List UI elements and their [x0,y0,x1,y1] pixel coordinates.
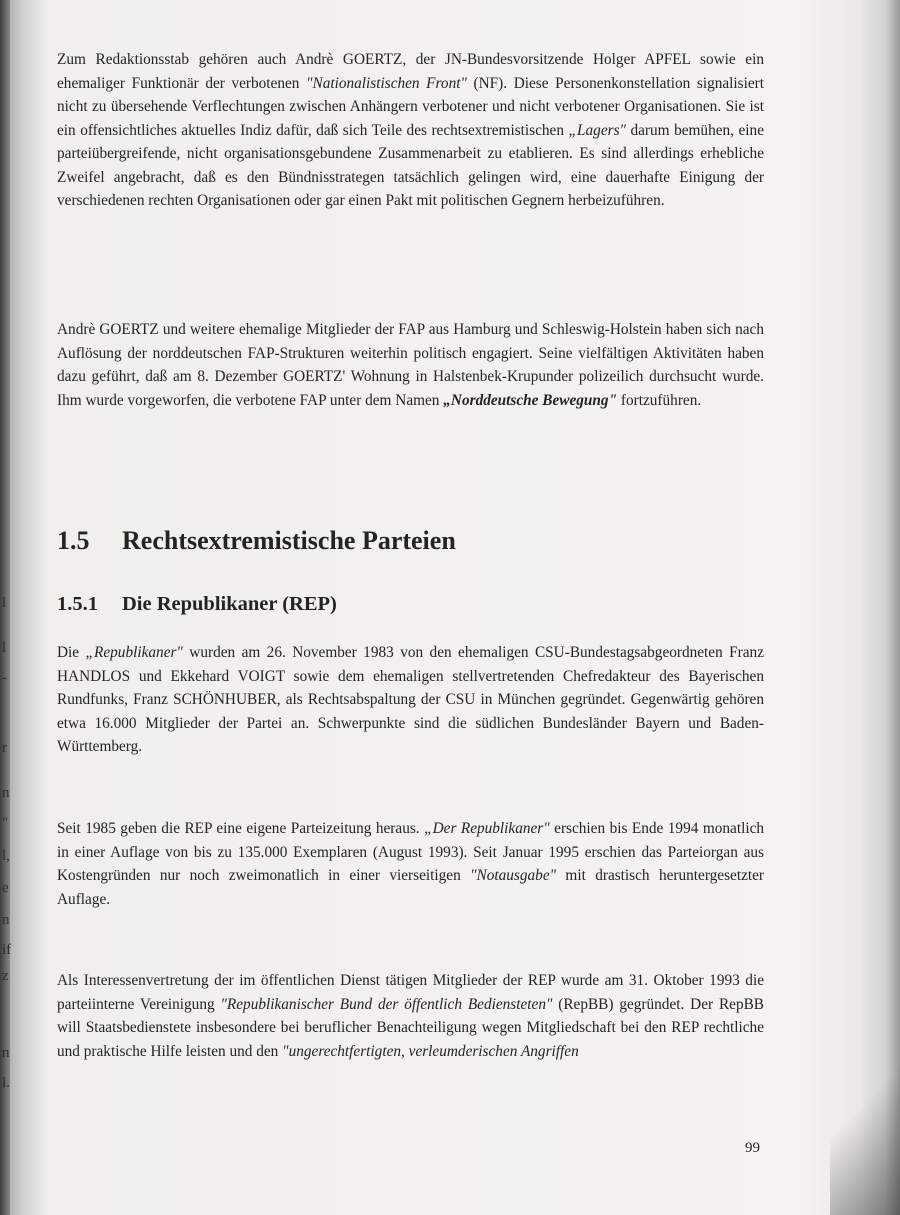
text-run: fortzuführen. [617,391,702,409]
page-curl-shadow [830,955,900,1215]
margin-glyph: e [2,880,9,896]
section-heading [57,526,456,556]
margin-glyph: z [2,968,9,984]
emphasized-text: „Lagers" [568,121,626,139]
section-title: Rechtsextremistische Parteien [122,526,456,555]
paragraph [57,817,764,911]
margin-glyph: " [2,815,9,831]
text-run: darum bemühen, eine parteiübergreifende, nicht organisationsgebundene Zusammenarbeit zu etablieren. Es sind allerdings erhebliche Zweifel angebracht, daß es den Bündnisstrategen tatsächlich gelingen wird, eine dauerhafte Einigung der verschiedenen rechten Organisationen oder gar einen Pakt mit politischen Gegnern herbeizuführen. [57,121,764,209]
emphasized-text: „Norddeutsche Bewegung" [443,391,618,409]
paragraph [57,318,764,412]
text-run: mit drastisch heruntergesetzter Auflage. [57,867,764,908]
paragraph [57,969,764,1063]
paragraph [57,48,764,213]
margin-glyph: l, [2,848,10,864]
page-number: 99 [745,1140,760,1156]
subsection-number: 1.5.1 [57,593,98,615]
section-number: 1.5 [57,526,90,555]
text-run: Die [57,644,86,661]
margin-glyph: - [2,670,7,686]
emphasized-text: "Notausgabe" [470,867,557,884]
text-run: erschien bis Ende 1994 monatlich in einer Auflage von bis zu 135.000 Exemplaren (August 1993). Seit Januar 1995 erschien das Parteiorgan aus Kostengründen nur noch zweimonatlich in einer vierseitigen [57,820,765,884]
margin-glyph: r [2,740,7,756]
text-run: Seit 1985 geben die REP eine eigene Parteizeitung heraus. [57,820,425,837]
margin-glyph: if [2,942,12,958]
margin-glyph: n [2,785,10,801]
emphasized-text: "Republikanischer Bund der öffentlich Bediensteten" [220,995,553,1013]
subsection-heading [57,593,337,616]
emphasized-text: "ungerechtfertigten, verleumderischen Angriffen [282,1042,579,1060]
text-run: (NF). Diese Personenkonstellation signalisiert nicht zu übersehende Verflechtungen zwischen Anhängern verbotener und nicht verbotener Organisationen. Sie ist ein offensichtliches aktuelles Indiz dafür, daß sich Teile des rechtsextremistischen [57,74,764,139]
emphasized-text: „Republikaner" [85,644,183,661]
emphasized-text: "Nationalistischen Front" [306,74,467,92]
paragraph [57,641,764,759]
margin-glyph: l [2,640,7,656]
text-run: Zum Redaktionsstab gehören auch Andrè GOERTZ, der JN-Bundesvorsitzende Holger APFEL sowie ein ehemaliger Funktionär der verbotenen [57,51,764,92]
margin-glyph: n [2,912,10,928]
margin-glyph: n [2,1045,10,1061]
margin-glyph: l [2,595,7,611]
text-run: Andrè GOERTZ und weitere ehemalige Mitglieder der FAP aus Hamburg und Schleswig-Holstein haben sich nach Auflösung der norddeutschen FAP-Strukturen weiterhin politisch engagiert. Seine vielfältigen Aktivitäten haben dazu geführt, daß am 8. Dezember GOERTZ' Wohnung in Halstenbek-Krupunder polizeilich durchsucht wurde. Ihm wurde vorgeworfen, die verbotene FAP unter dem Namen [57,321,764,409]
emphasized-text: „Der Republikaner" [424,820,550,837]
text-run: Als Interessenvertretung der im öffentlichen Dienst tätigen Mitglieder der REP wurde am 31. Oktober 1993 die parteiinterne Vereinigung [57,972,764,1013]
subsection-title: Die Republikaner (REP) [122,593,337,615]
text-run: wurden am 26. November 1983 von den ehemaligen CSU-Bundestagsabgeordneten Franz HANDLOS und Ekkehard VOIGT sowie dem ehemaligen stellvertretenden Chefredakteur des Bayerischen Rundfunks, Franz SCHÖNHUBER, als Rechtsabspaltung der CSU in München gegründet. Gegenwärtig gehören etwa 16.000 Mitglieder der Partei an. Schwerpunkte sind die südlichen Bundesländer Bayern und Baden-Württemberg. [57,644,764,755]
margin-glyph: l. [2,1075,10,1091]
text-run: (RepBB) gegründet. Der RepBB will Staatsbedienstete insbesondere bei beruflicher Benachteiligung wegen Mitgliedschaft bei den REP rechtliche und praktische Hilfe leisten und den [57,995,764,1060]
